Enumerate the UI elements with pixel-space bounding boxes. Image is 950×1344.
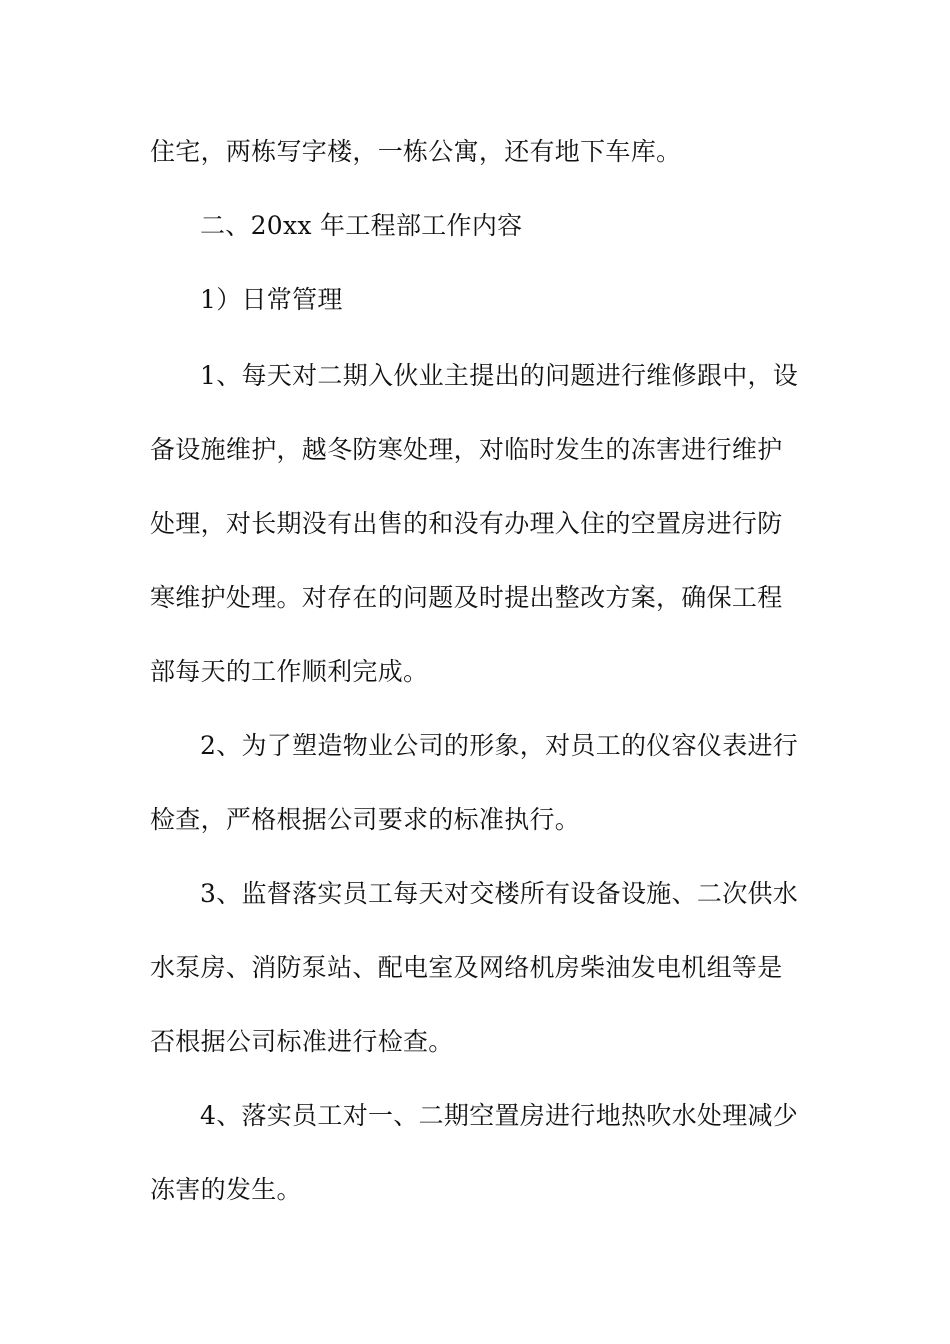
paragraph-line: 冻害的发生。 xyxy=(150,1175,302,1204)
paragraph-line: 否根据公司标准进行检查。 xyxy=(150,1027,454,1056)
paragraph-line: 2、为了塑造物业公司的形象，对员工的仪容仪表进行 xyxy=(200,731,799,760)
paragraph-line: 检查，严格根据公司要求的标准执行。 xyxy=(150,805,581,834)
paragraph-line: 寒维护处理。对存在的问题及时提出整改方案，确保工程 xyxy=(150,583,783,612)
paragraph-line: 水泵房、消防泵站、配电室及网络机房柴油发电机组等是 xyxy=(150,953,783,982)
paragraph-line: 处理，对长期没有出售的和没有办理入住的空置房进行防 xyxy=(150,509,783,538)
paragraph-line: 1、每天对二期入伙业主提出的问题进行维修跟中，设 xyxy=(200,361,799,390)
paragraph-line: 备设施维护，越冬防寒处理，对临时发生的冻害进行维护 xyxy=(150,435,783,464)
paragraph-line: 部每天的工作顺利完成。 xyxy=(150,657,429,686)
paragraph-line: 3、监督落实员工每天对交楼所有设备设施、二次供水 xyxy=(200,879,799,908)
subsection-heading: 1）日常管理 xyxy=(200,285,343,314)
section-heading: 二、20xx 年工程部工作内容 xyxy=(200,211,523,240)
paragraph-line: 住宅，两栋写字楼，一栋公寓，还有地下车库。 xyxy=(150,137,682,166)
paragraph-line: 4、落实员工对一、二期空置房进行地热吹水处理减少 xyxy=(200,1101,799,1130)
